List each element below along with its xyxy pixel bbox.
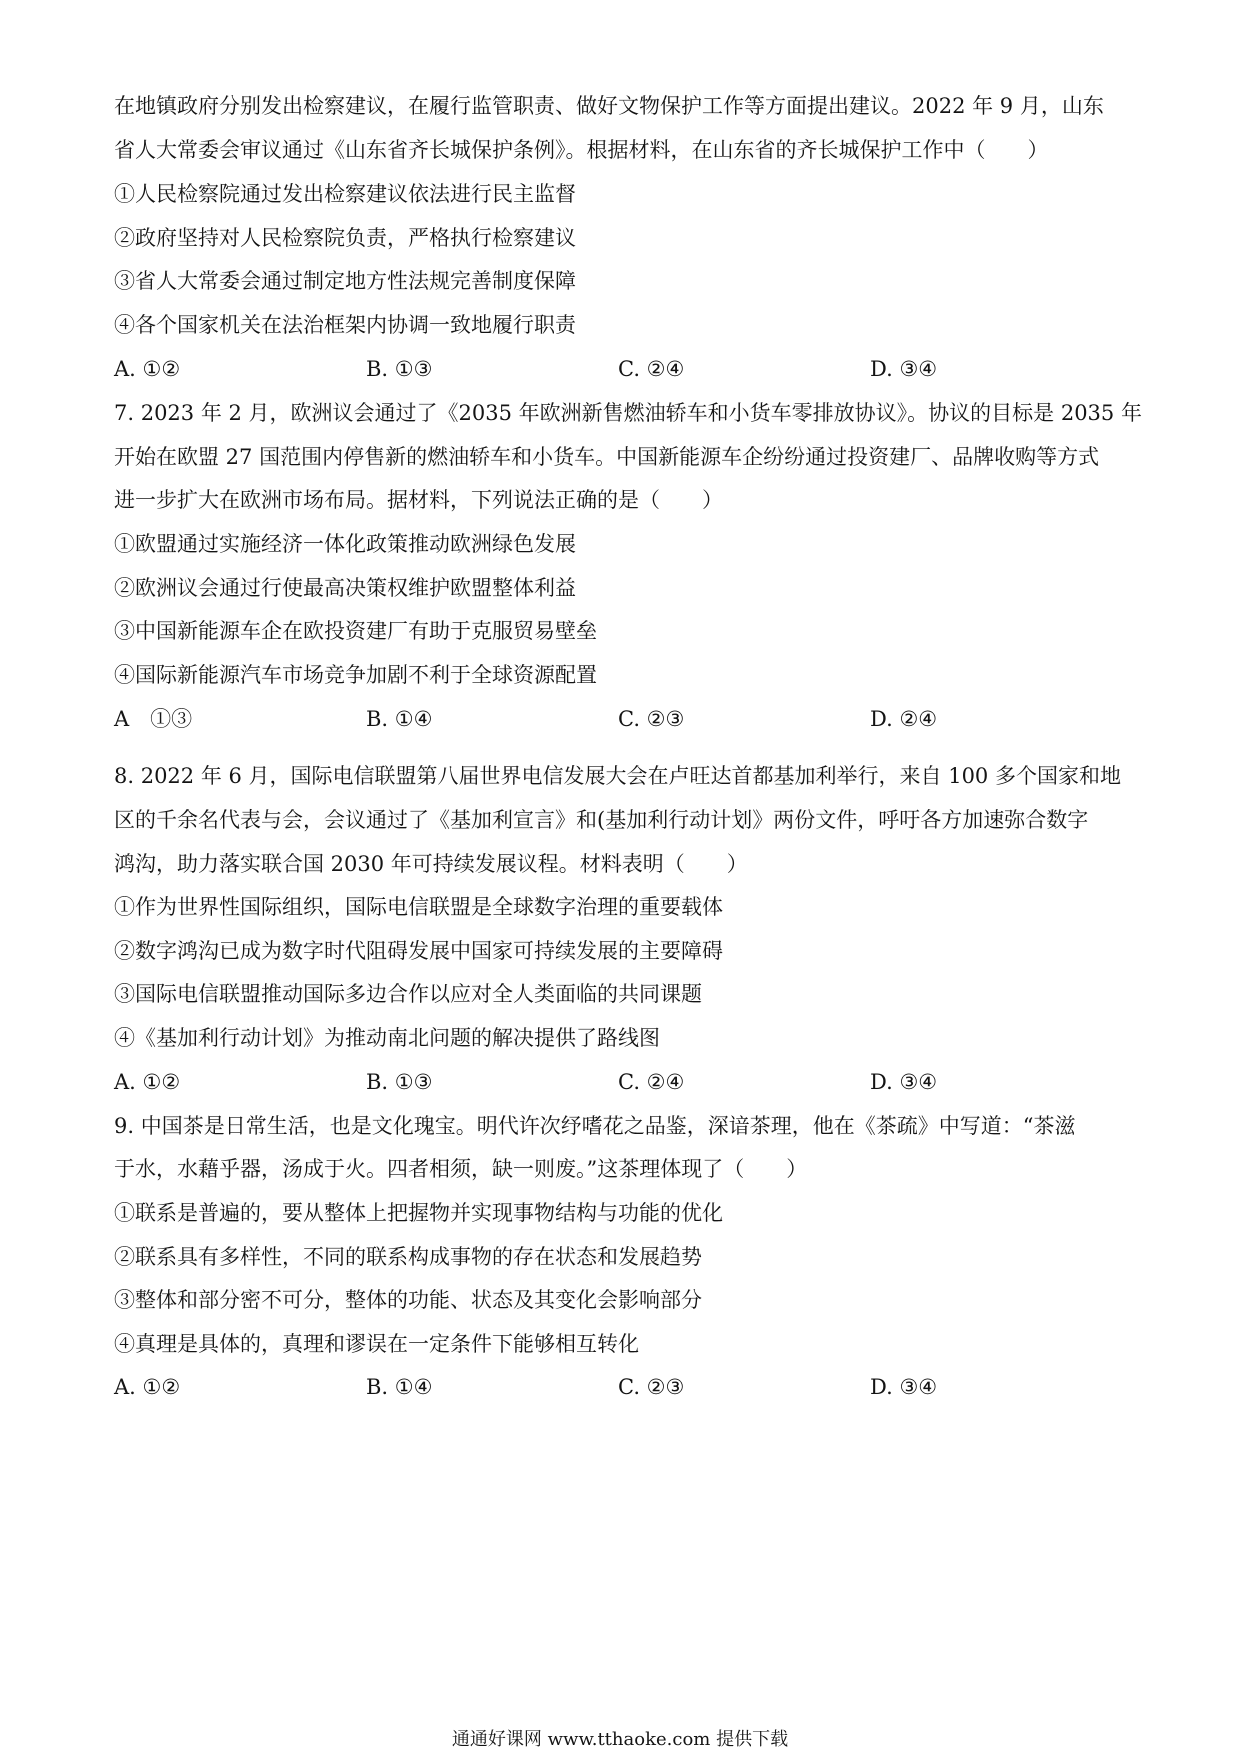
question-6-stem-line: 在地镇政府分别发出检察建议，在履行监管职责、做好文物保护工作等方面提出建议。2022 年 9 月，山东	[114, 94, 1104, 118]
page-footer-source: 通通好课网 www.tthaoke.com 提供下载	[451, 1729, 789, 1750]
question-8-option-b: B. ①③	[366, 1070, 433, 1094]
question-9-stem-line: 于水，水藉乎器，汤成于火。四者相须，缺一则废。”这茶理体现了（ ）	[114, 1157, 808, 1181]
question-6-statement: ③省人大常委会通过制定地方性法规完善制度保障	[114, 269, 576, 293]
question-6-statement: ②政府坚持对人民检察院负责，严格执行检察建议	[114, 226, 576, 250]
question-7-option-c: C. ②③	[618, 707, 685, 731]
question-7-statement: ④国际新能源汽车市场竞争加剧不利于全球资源配置	[114, 663, 597, 687]
question-7-statement: ②欧洲议会通过行使最高决策权维护欧盟整体利益	[114, 576, 576, 600]
question-7-stem-line: 进一步扩大在欧洲市场布局。据材料，下列说法正确的是（ ）	[114, 488, 723, 512]
question-7-option-a: A ①③	[114, 707, 193, 731]
question-9-option-a: A. ①②	[114, 1375, 181, 1399]
question-7-statement: ①欧盟通过实施经济一体化政策推动欧洲绿色发展	[114, 532, 576, 556]
question-6-statement: ④各个国家机关在法治框架内协调一致地履行职责	[114, 313, 576, 337]
question-8-statement: ②数字鸿沟已成为数字时代阻碍发展中国家可持续发展的主要障碍	[114, 939, 723, 963]
question-7-stem-line: 开始在欧盟 27 国范围内停售新的燃油轿车和小货车。中国新能源车企纷纷通过投资建厂、品牌收购等方式	[114, 445, 1100, 469]
question-8-option-c: C. ②④	[618, 1070, 685, 1094]
question-9-statement: ②联系具有多样性，不同的联系构成事物的存在状态和发展趋势	[114, 1245, 702, 1269]
question-6-statement: ①人民检察院通过发出检察建议依法进行民主监督	[114, 182, 576, 206]
question-8-statement: ①作为世界性国际组织，国际电信联盟是全球数字治理的重要载体	[114, 895, 723, 919]
question-7-option-b: B. ①④	[366, 707, 433, 731]
question-7-statement: ③中国新能源车企在欧投资建厂有助于克服贸易壁垒	[114, 619, 597, 643]
question-9-statement: ①联系是普遍的，要从整体上把握物并实现事物结构与功能的优化	[114, 1201, 723, 1225]
question-9-option-c: C. ②③	[618, 1375, 685, 1399]
question-6-option-d: D. ③④	[870, 357, 938, 381]
question-9-statement: ④真理是具体的，真理和谬误在一定条件下能够相互转化	[114, 1332, 639, 1356]
question-6-stem-line: 省人大常委会审议通过《山东省齐长城保护条例》。根据材料，在山东省的齐长城保护工作中（ ）	[114, 138, 1049, 162]
question-8-stem-line: 鸿沟，助力落实联合国 2030 年可持续发展议程。材料表明（ ）	[114, 852, 748, 876]
question-8-option-d: D. ③④	[870, 1070, 938, 1094]
question-7-stem-line: 7. 2023 年 2 月，欧洲议会通过了《2035 年欧洲新售燃油轿车和小货车零排放协议》。协议的目标是 2035 年	[114, 401, 1142, 425]
question-9-stem-line: 9. 中国茶是日常生活，也是文化瑰宝。明代许次纾嗜花之品鉴，深谙茶理，他在《茶疏》中写道：“茶滋	[114, 1114, 1076, 1138]
question-8-statement: ③国际电信联盟推动国际多边合作以应对全人类面临的共同课题	[114, 982, 702, 1006]
question-8-stem-line: 8. 2022 年 6 月，国际电信联盟第八届世界电信发展大会在卢旺达首都基加利举行，来自 100 多个国家和地	[114, 764, 1121, 788]
question-8-stem-line: 区的千余名代表与会，会议通过了《基加利宣言》和(基加利行动计划》两份文件，呼吁各方加速弥合数字	[114, 808, 1089, 832]
question-6-option-c: C. ②④	[618, 357, 685, 381]
question-7-option-d: D. ②④	[870, 707, 938, 731]
question-9-option-b: B. ①④	[366, 1375, 433, 1399]
question-6-option-a: A. ①②	[114, 357, 181, 381]
question-9-option-d: D. ③④	[870, 1375, 938, 1399]
question-8-statement: ④《基加利行动计划》为推动南北问题的解决提供了路线图	[114, 1026, 660, 1050]
question-8-option-a: A. ①②	[114, 1070, 181, 1094]
question-9-statement: ③整体和部分密不可分，整体的功能、状态及其变化会影响部分	[114, 1288, 702, 1312]
question-6-option-b: B. ①③	[366, 357, 433, 381]
